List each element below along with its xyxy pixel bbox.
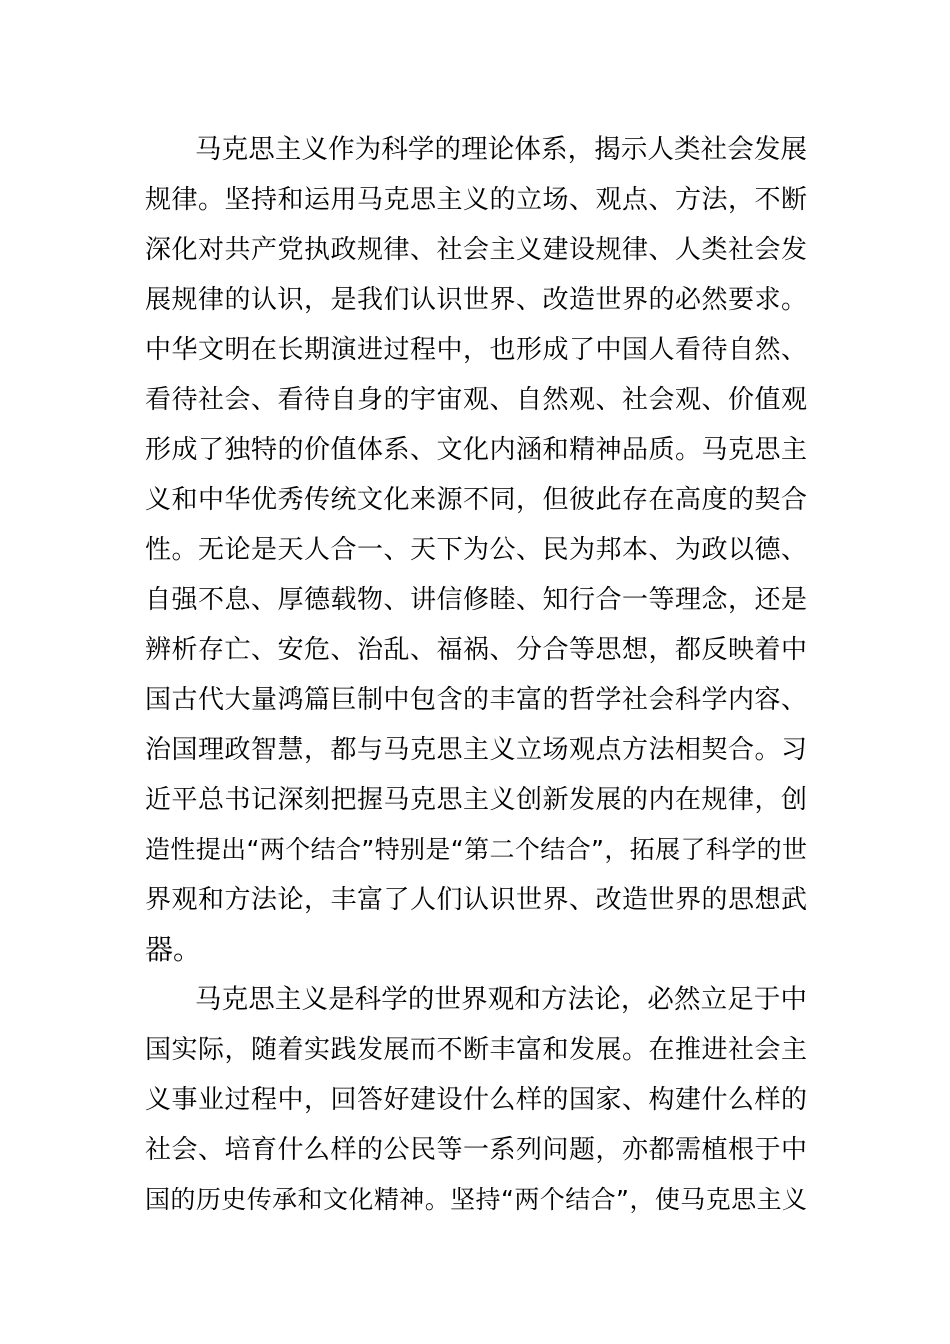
paragraph-1-line-4: 展规律的认识，是我们认识世界、改造世界的必然要求。 (145, 285, 807, 315)
paragraph-1-line-16: 界观和方法论，丰富了人们认识世界、改造世界的思想武 (145, 885, 807, 915)
paragraph-2-line-2: 国实际，随着实践发展而不断丰富和发展。在推进社会主 (145, 1035, 807, 1065)
paragraph-2-line-3: 义事业过程中，回答好建设什么样的国家、构建什么样的 (145, 1085, 807, 1115)
paragraph-1-line-7: 形成了独特的价值体系、文化内涵和精神品质。马克思主 (145, 435, 807, 465)
paragraph-1-line-3: 深化对共产党执政规律、社会主义建设规律、人类社会发 (145, 235, 807, 265)
paragraph-1-line-14: 近平总书记深刻把握马克思主义创新发展的内在规律，创 (145, 785, 807, 815)
paragraph-1-line-5: 中华文明在长期演进过程中，也形成了中国人看待自然、 (145, 335, 807, 365)
paragraph-1-line-13: 治国理政智慧，都与马克思主义立场观点方法相契合。习 (145, 735, 807, 765)
paragraph-1-line-11: 辨析存亡、安危、治乱、福祸、分合等思想，都反映着中 (145, 635, 807, 665)
paragraph-1-line-12: 国古代大量鸿篇巨制中包含的丰富的哲学社会科学内容、 (145, 685, 807, 715)
paragraph-1-line-1: 马克思主义作为科学的理论体系，揭示人类社会发展 (195, 134, 807, 165)
paragraph-1-line-10: 自强不息、厚德载物、讲信修睦、知行合一等理念，还是 (145, 585, 807, 615)
paragraph-1-line-15: 造性提出“两个结合”特别是“第二个结合”，拓展了科学的世 (145, 835, 807, 864)
paragraph-2-line-5: 国的历史传承和文化精神。坚持“两个结合”，使马克思主义 (145, 1185, 807, 1214)
paragraph-1-line-2: 规律。坚持和运用马克思主义的立场、观点、方法，不断 (145, 185, 807, 215)
paragraph-2-line-4: 社会、培育什么样的公民等一系列问题，亦都需植根于中 (145, 1135, 807, 1165)
paragraph-1-line-6: 看待社会、看待自身的宇宙观、自然观、社会观、价值观 (145, 385, 807, 415)
paragraph-1-line-9: 性。无论是天人合一、天下为公、民为邦本、为政以德、 (145, 535, 807, 565)
paragraph-2-line-1: 马克思主义是科学的世界观和方法论，必然立足于中 (195, 984, 807, 1015)
paragraph-1-line-8: 义和中华优秀传统文化来源不同，但彼此存在高度的契合 (145, 485, 807, 515)
paragraph-1-line-17: 器。 (145, 933, 202, 966)
